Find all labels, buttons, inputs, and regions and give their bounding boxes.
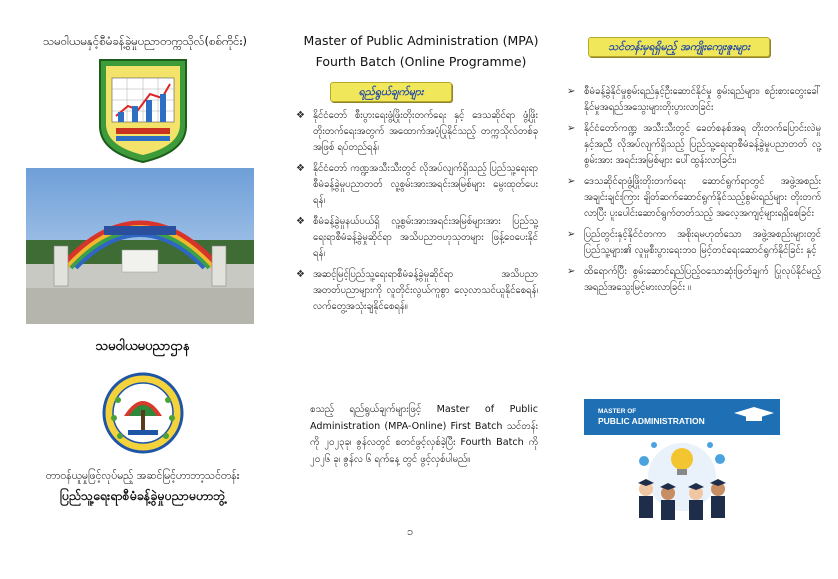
list-item [565, 174, 821, 222]
objectives-list [294, 108, 538, 320]
arrow-bullet-icon: ➢ [567, 123, 576, 134]
arrow-bullet-icon: ➢ [567, 176, 576, 187]
program-paragraph: စသည့် ရည်ရွယ်ချက်များဖြင့် Master of Public Administration (MPA-Online) First Batch သင်တန်းကို ၂၀၂၃ခု၊ ဇွန်လတွင် စတင်ဖွင့်လှစ်ခဲ့ပြီး Fourth Batch ကို ၂၀၂၆ ခု၊ ဇွန်လ ၆ ရက်နေ့ တွင် ဖွင့်လှစ်ပါမည်။ [310, 404, 538, 465]
arrow-bullet-icon: ➢ [567, 229, 576, 240]
campus-photo [26, 168, 254, 324]
objective-text: နိုင်ငံတော် စီးပွားရေးဖွံ့ဖြိုးတိုးတက်ရေး နှင့် ဒေသဆိုင်ရာ ဖွံ့ဖြိုးတိုးတက်ရေးအတွက် အထောက်အပံ့ပြုနိုင်သည့် တက္ကသိုလ်တစ်ခုအဖြစ် ရပ်တည်ရန်၊ [313, 110, 538, 153]
program-subtitle: Fourth Batch (Online Programme) [315, 54, 527, 69]
image-title-line2: PUBLIC ADMINISTRATION [598, 416, 705, 426]
benefit-text: နိုင်ငံတော်ကဏ္ဍ အသီးသီးတွင် ခေတ်စနစ်အရ တိုးတက်ပြောင်းလဲမှုနှင့်အညီ လိုအပ်လျက်ရှိသည့် ပြည်သူ့ရေးရာစီမံခန့်ခွဲမှုပညာတတ် လူ့စွမ်းအား အရင်းအမြစ်များ ပေါ်ထွန်းလာခြင်း၊ [584, 123, 821, 166]
footer-line-1: တာဝန်ယူမှုဖြင့်လုပ်မည့် အဆင်မြင့်ဟာဘာ့သင်တန်း [45, 470, 240, 482]
list-item [565, 84, 821, 116]
diamond-bullet-icon: ❖ [296, 110, 305, 121]
benefit-text: စီမံခန့်ခွဲနိုင်မှုစွမ်းရည်နှင့်ဦးဆောင်နိုင်မှု စွမ်းရည်များ၊ စဉ်းစားတွေးခေါ်နိုင်မှုအရည်အသွေးများတိုးပွားလာခြင်း [584, 86, 821, 113]
arrow-bullet-icon: ➢ [567, 86, 576, 97]
list-item [565, 227, 821, 259]
list-item [565, 264, 821, 296]
page-number: ၁ [407, 525, 414, 538]
diamond-bullet-icon: ❖ [296, 163, 305, 174]
diamond-bullet-icon: ❖ [296, 269, 305, 280]
left-panel [0, 0, 285, 579]
objective-text: နိုင်ငံတော် ကဏ္ဍအသီးသီးတွင် လိုအပ်လျက်ရှိသည့် ပြည်သူ့ရေးရာစီမံခန့်ခွဲမှုပညာတတ် လူ့စွမ်းအားအရင်းအမြစ်များ မွေးထုတ်ပေးရန်၊ [313, 163, 538, 206]
objective-text: အဆင့်မြင့်ပြည်သူ့ရေးရာစီမံခန့်ခွဲမှုဆိုင်ရာ အသိပညာ အတတ်ပညာများကို လူတိုင်းလွယ်ကူစွာ လေ့လာသင်ယူနိုင်စေရန်၊ လက်တွေ့အသုံးချနိုင်စေရန်။ [313, 269, 538, 312]
institute-emblem [102, 370, 184, 456]
list-item [294, 161, 538, 209]
list-item [294, 267, 538, 315]
footer-line-2: ပြည်သူ့ရေးရာစီမံခန့်ခွဲမှုပညာမဟာဘွဲ့ [59, 488, 226, 503]
objectives-banner: ရည်ရွယ်ချက်များ [330, 82, 452, 102]
benefit-text: ဒေသဆိုင်ရာဖွံ့ဖြိုးတိုးတက်ရေး ဆောင်ရွက်ရာတွင် အဖွဲ့အစည်းအချင်းချင်းကြား ချိတ်ဆက်ဆောင်ရွက်နိုင်သည့်စွမ်းရည်များ တိုးတက်လာပြီး ပူးပေါင်းဆောင်ရွက်တတ်သည့် အလေ့အကျင့်များရရှိစေခြင်း [584, 176, 821, 219]
university-title: သမဝါယမနှင့်စီမံခန့်ခွဲမှုပညာတက္ကသိုလ်(စစ်ကိုင်း) [43, 34, 247, 48]
mpa-illustration [584, 399, 780, 525]
institute-name: သမဝါယမပညာဌာန [95, 339, 190, 354]
list-item [294, 108, 538, 156]
diamond-bullet-icon: ❖ [296, 216, 305, 227]
benefit-text: ထိရောက်ပြီး စွမ်းဆောင်ရည်ပြည့်ဝသောဆုံးဖြတ်ချက် ပြုလုပ်နိုင်မည့်အရည်အသွေးမြင့်မားလာခြင်း ။ [584, 266, 821, 293]
arrow-bullet-icon: ➢ [567, 266, 576, 277]
benefits-banner: သင်တန်းမှရရှိမည့် အကျိုးကျေးဇူးများ [588, 37, 770, 57]
list-item [294, 214, 538, 262]
list-item [565, 121, 821, 169]
objective-text: စီမံခန့်ခွဲမှုနယ်ပယ်ရှိ လူ့စွမ်းအားအရင်းအမြစ်များအား ပြည်သူ့ရေးရာစီမံခန့်ခွဲမှုဆိုင်ရာ အသိပညာဗဟုသုတများ ဖြန့်ဝေပေးနိုင်ရန်၊ [313, 216, 538, 259]
benefit-text: ပြည်တွင်းနှင့်နိုင်ငံတကာ အစိုးရမဟုတ်သော အဖွဲ့အစည်းများတွင် ပြည်သူ့များ၏ လူမှုစီးပွားရေးဘဝ မြင့်တင်ရေးဆောင်ရွက်နိုင်ခြင်း နှင့် [584, 229, 821, 256]
program-title: Master of Public Administration (MPA) [303, 33, 539, 48]
university-logo [96, 56, 190, 164]
image-title-line1: MASTER OF [598, 408, 637, 415]
benefits-list [565, 84, 821, 301]
